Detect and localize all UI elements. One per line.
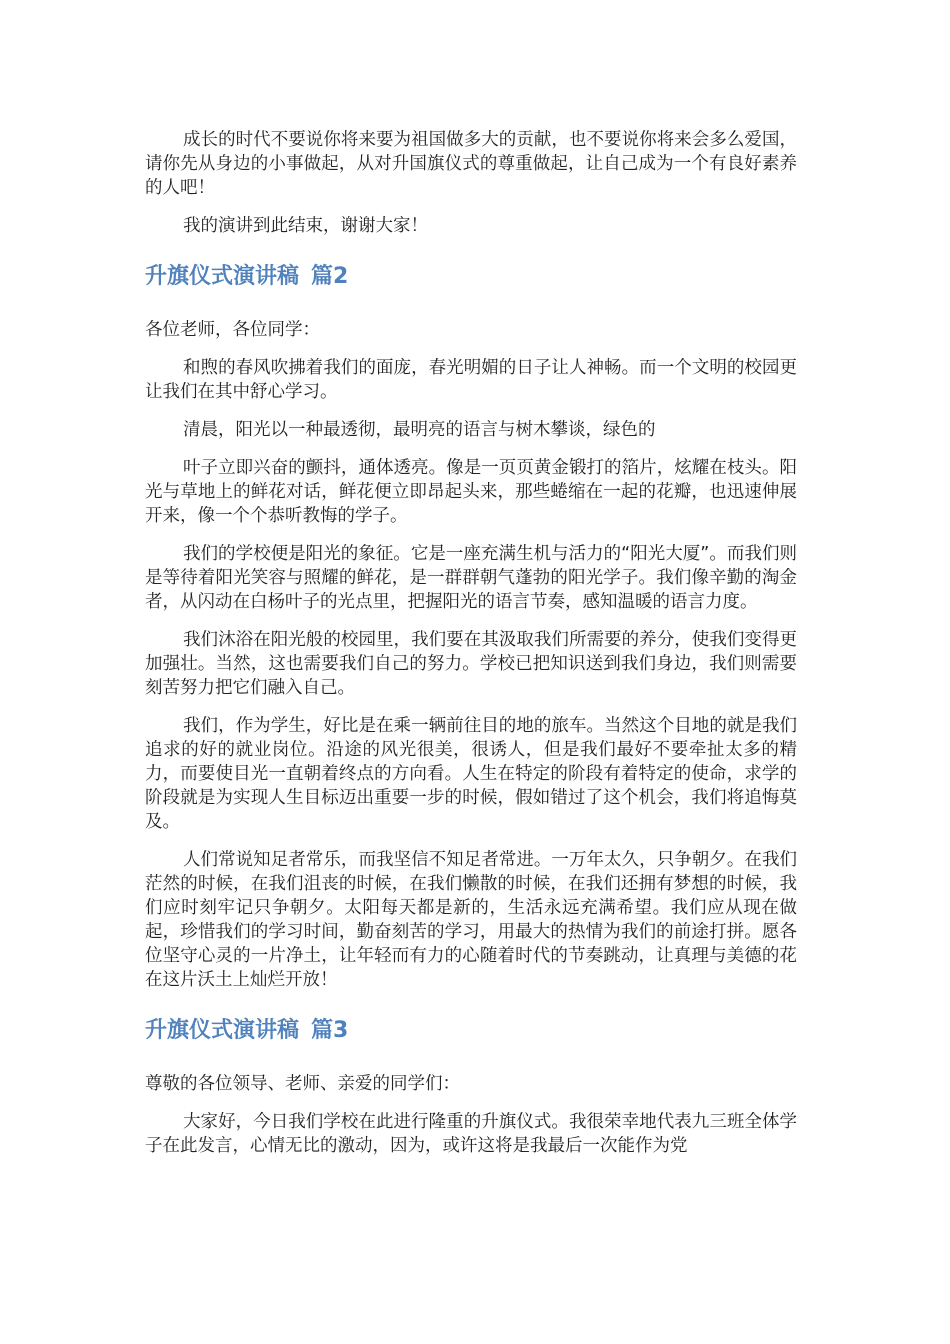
salutation: 各位老师，各位同学： (145, 320, 320, 340)
paragraph: 人们常说知足者常乐，而我坚信不知足者常进。一万年太久，只争朝夕。在我们茫然的时候，在我们沮丧的时候，在我们懒散的时候，在我们还拥有梦想的时候，我们应时刻牢记只争朝夕。太阳每天都是新的，生活永远充满希望。我们应从现在做起，珍惜我们的学习时间，勤奋刻苦的学习，用最大的热情为我们的前途打拼。愿各位坚守心灵的一片净土，让年轻而有力的心随着时代的节奏跳动，让真理与美德的花在这片沃土上灿烂开放！ (145, 850, 797, 990)
paragraph: 大家好，今日我们学校在此进行隆重的升旗仪式。我很荣幸地代表九三班全体学子在此发言，心情无比的激动，因为，或许这将是我最后一次能作为党 (145, 1112, 797, 1156)
salutation: 尊敬的各位领导、老师、亲爱的同学们： (145, 1074, 460, 1094)
section-number: 篇2 (311, 264, 349, 289)
paragraph: 成长的时代不要说你将来要为祖国做多大的贡献，也不要说你将来会多么爱国，请你先从身边的小事做起，从对升国旗仪式的尊重做起，让自己成为一个有良好素养的人吧！ (145, 130, 797, 198)
paragraph: 叶子立即兴奋的颤抖，通体透亮。像是一页页黄金锻打的箔片，炫耀在枝头。阳光与草地上的鲜花对话，鲜花便立即昂起头来，那些蜷缩在一起的花瓣，也迅速伸展开来，像一个个恭听教悔的学子。 (145, 458, 797, 526)
section-title: 升旗仪式演讲稿 (145, 264, 300, 289)
paragraph: 我们的学校便是阳光的象征。它是一座充满生机与活力的“阳光大厦”。而我们则是等待着阳光笑容与照耀的鲜花，是一群群朝气蓬勃的阳光学子。我们像辛勤的淘金者，从闪动在白杨叶子的光点里，把握阳光的语言节奏，感知温暖的语言力度。 (145, 544, 797, 612)
closing-line: 我的演讲到此结束，谢谢大家！ (183, 216, 428, 236)
section-heading-3 (145, 1016, 797, 1046)
paragraph: 我们，作为学生，好比是在乘一辆前往目的地的旅车。当然这个目地的就是我们追求的好的就业岗位。沿途的风光很美，很诱人，但是我们最好不要牵扯太多的精力，而要使目光一直朝着终点的方向看。人生在特定的阶段有着特定的使命，求学的阶段就是为实现人生目标迈出重要一步的时候，假如错过了这个机会，我们将追悔莫及。 (145, 716, 797, 832)
section-title: 升旗仪式演讲稿 (145, 1018, 300, 1043)
paragraph: 我们沐浴在阳光般的校园里，我们要在其汲取我们所需要的养分，使我们变得更加强壮。当然，这也需要我们自己的努力。学校已把知识送到我们身边，我们则需要刻苦努力把它们融入自己。 (145, 630, 797, 698)
paragraph: 清晨，阳光以一种最透彻，最明亮的语言与树木攀谈，绿色的 (183, 420, 656, 440)
paragraph: 和煦的春风吹拂着我们的面庞，春光明媚的日子让人神畅。而一个文明的校园更让我们在其中舒心学习。 (145, 358, 797, 402)
section-heading-2 (145, 262, 797, 292)
section-number: 篇3 (311, 1018, 349, 1043)
document-body (145, 128, 797, 1172)
